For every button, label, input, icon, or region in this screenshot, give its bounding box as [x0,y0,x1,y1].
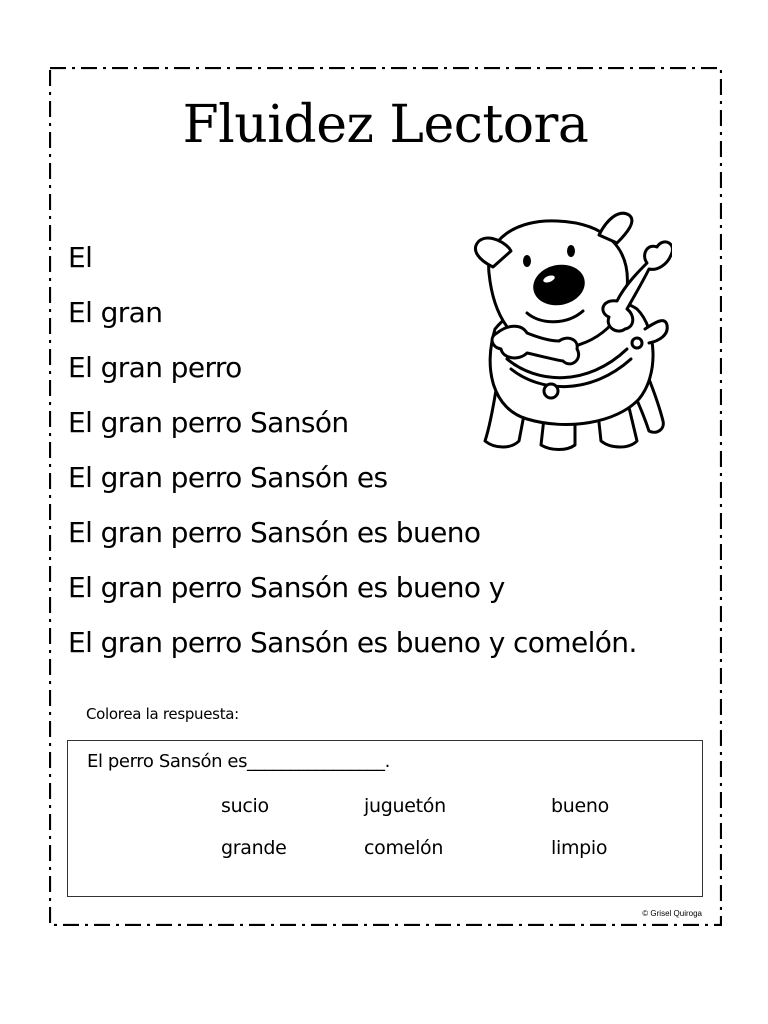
reading-line: El gran perro Sansón es bueno y [68,571,505,604]
reading-line: El gran [68,296,163,329]
answer-option-bueno[interactable]: bueno [551,795,609,817]
answer-option-jugueton[interactable]: juguetón [364,795,446,817]
page-title: Fluidez Lectora [182,95,589,155]
reading-line: El gran perro Sansón es bueno [68,516,481,549]
exercise-prompt: Colorea la respuesta: [86,705,239,723]
answer-option-sucio[interactable]: sucio [221,795,269,817]
answer-option-grande[interactable]: grande [221,837,287,859]
reading-line: El [68,241,93,274]
answer-options [68,741,702,896]
reading-line: El gran perro Sansón es bueno y comelón. [68,626,637,659]
answer-option-comelon[interactable]: comelón [364,837,444,859]
copyright-credit: © Grisel Quiroga [642,909,702,918]
worksheet-frame [49,67,722,926]
answer-box [67,740,703,897]
dog-with-bone-icon [467,209,672,459]
fill-in-question: El perro Sansón es________________. [87,751,390,772]
reading-line: El gran perro Sansón es [68,461,388,494]
reading-line: El gran perro [68,351,242,384]
answer-option-limpio[interactable]: limpio [551,837,608,859]
reading-line: El gran perro Sansón [68,406,349,439]
